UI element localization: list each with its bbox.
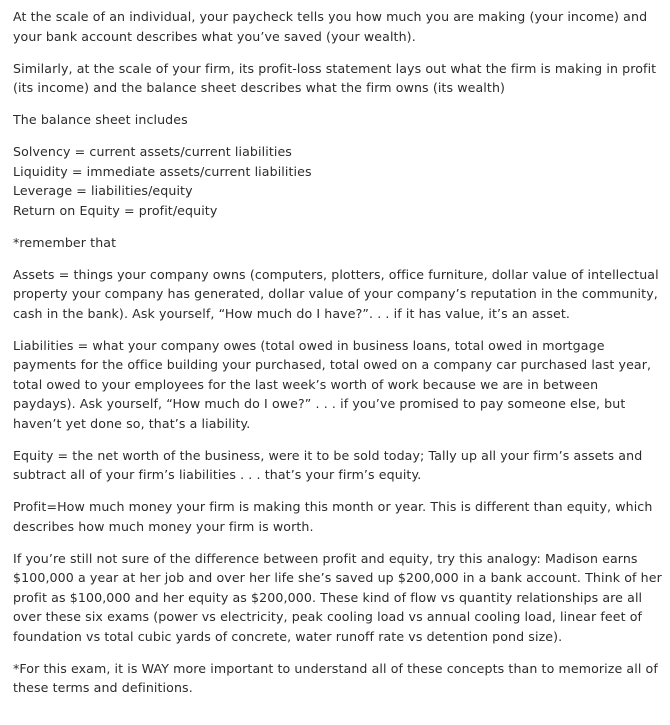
leverage-formula: Leverage = liabilities/equity bbox=[13, 183, 193, 198]
liabilities-definition: Liabilities = what your company owes (total owed in business loans, total owed in mortgage payments for the office building your purchased, total owed on a company car purchased last year, total owed to your employees for the last week’s worth of work because we are in between paydays). Ask yourself, “How much do I owe?” . . . if you’ve promised to pay someone else, but haven’t yet done so, that’s a liability. bbox=[13, 337, 652, 431]
equity-definition: Equity = the net worth of the business, were it to be sold today; Tally up all your firm’s assets and subtract all of your firm’s liabilities . . . that’s your firm’s equity. bbox=[13, 447, 643, 482]
assets-definition: Assets = things your company owns (computers, plotters, office furniture, dollar value of intellectual property your company has generated, dollar value of your company’s reputation in the community, cash in the bank). Ask yourself, “How much do I have?”. . . if it has value, it’s an asset. bbox=[13, 266, 659, 321]
formula-list bbox=[13, 142, 662, 220]
firm-paragraph: Similarly, at the scale of your firm, its profit-loss statement lays out what the firm is making in profit (its income) and the balance sheet describes what the firm owns (its wealth) bbox=[13, 60, 657, 95]
remember-note: *remember that bbox=[13, 234, 117, 250]
liquidity-formula: Liquidity = immediate assets/current liabilities bbox=[13, 163, 312, 179]
return-on-equity-formula: Return on Equity = profit/equity bbox=[13, 202, 218, 218]
balance-sheet-heading: The balance sheet includes bbox=[13, 112, 188, 127]
solvency-formula: Solvency = current assets/current liabilities bbox=[13, 144, 292, 159]
profit-definition: Profit=How much money your firm is making this month or year. This is different than equity, which describes how much money your firm is worth. bbox=[13, 499, 653, 534]
analogy-paragraph: If you’re still not sure of the difference between profit and equity, try this analogy: Madison earns $100,000 a year at her job and over her life she’s saved up $200,000 in a bank account. Think of her profit as $100,000 and her equity as $200,000. These kind of flow vs quantity relationships are all over these six exams (power vs electricity, peak cooling load vs annual cooling load, linear feet of foundation vs total cubic yards of concrete, water runoff rate vs detention pond size). bbox=[13, 550, 662, 644]
intro-paragraph: At the scale of an individual, your paycheck tells you how much you are making (your income) and your bank account describes what you’ve saved (your wealth). bbox=[13, 9, 648, 44]
exam-note: *For this exam, it is WAY more important to understand all of these concepts than to memorize all of these terms and definitions. bbox=[13, 660, 658, 695]
